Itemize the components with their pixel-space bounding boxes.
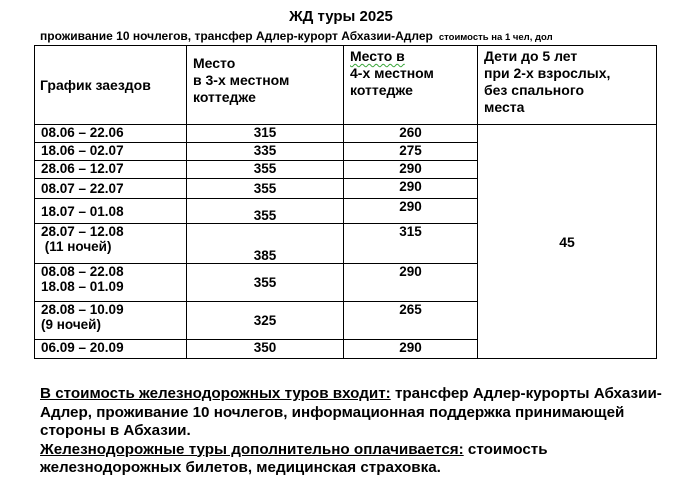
price-3-bed: 355 [187,179,344,199]
row-dates: 28.06 – 12.07 [35,161,187,179]
subtitle-text: проживание 10 ночлегов, трансфер Адлер-курорт Абхазии-Адлер [40,29,433,43]
price-4-bed: 290 [344,161,478,179]
table-row [35,125,657,143]
price-table [34,45,657,359]
price-4-bed: 260 [344,125,478,143]
price-4-bed: 265 [344,302,478,340]
price-4-bed: 315 [344,224,478,264]
row-dates [35,224,187,264]
header-kids-line: Дети до 5 лет [484,48,578,64]
price-4-bed: 290 [344,264,478,302]
price-3-bed: 355 [187,264,344,302]
price-3-bed: 315 [187,125,344,143]
row-dates-line: 18.08 – 01.09 [41,279,124,294]
header-kids-line: при 2-х взрослых, [484,65,611,81]
header-kids-line: места [484,99,525,115]
price-3-bed: 385 [187,224,344,264]
price-4-bed: 275 [344,143,478,161]
header-4-bed-line: 4-х местном [350,65,434,81]
header-kids [478,46,657,125]
row-dates-line: (9 ночей) [41,317,101,332]
row-dates [35,264,187,302]
price-4-bed: 290 [344,340,478,359]
price-3-bed: 325 [187,302,344,340]
price-3-bed: 355 [187,161,344,179]
price-3-bed: 355 [187,199,344,224]
extra-text: стоимость железнодорожных билетов, медицинская страховка. [40,440,548,476]
header-3-bed-line: коттедже [193,89,256,105]
included-text: трансфер Адлер-курорты Абхазии-Адлер, проживание 10 ночлегов, информационная поддержка принимающей стороны в Абхазии. [40,385,662,439]
header-4-bed-line: Место в [350,48,405,64]
footer-notes [40,385,670,478]
price-kids: 45 [478,125,657,359]
header-3-bed-line: Место [193,55,236,71]
header-kids-line: без спального [484,82,585,98]
row-dates: 06.09 – 20.09 [35,340,187,359]
header-4-bed [344,46,478,125]
subtitle [40,29,553,43]
price-4-bed: 290 [344,199,478,224]
page-title: ЖД туры 2025 [289,8,393,25]
header-row [35,46,657,125]
row-dates-line: 28.08 – 10.09 [41,302,124,317]
row-dates-line: (11 ночей) [41,239,112,254]
included-label: В стоимость железнодорожных туров входит: [40,385,391,402]
price-4-bed: 290 [344,179,478,199]
row-dates: 08.06 – 22.06 [35,125,187,143]
header-schedule: График заездов [35,46,187,125]
row-dates: 18.06 – 02.07 [35,143,187,161]
header-3-bed [187,46,344,125]
row-dates: 18.07 – 01.08 [35,199,187,224]
price-3-bed: 335 [187,143,344,161]
row-dates [35,302,187,340]
price-3-bed: 350 [187,340,344,359]
row-dates: 08.07 – 22.07 [35,179,187,199]
extra-label: Железнодорожные туры дополнительно оплачивается: [40,440,464,458]
price-note: стоимость на 1 чел, дол [438,32,553,43]
header-4-bed-line: коттедже [350,82,413,98]
row-dates-line: 28.07 – 12.08 [41,224,124,239]
header-3-bed-line: в 3-х местном [193,72,290,88]
row-dates-line: 08.08 – 22.08 [41,264,124,279]
